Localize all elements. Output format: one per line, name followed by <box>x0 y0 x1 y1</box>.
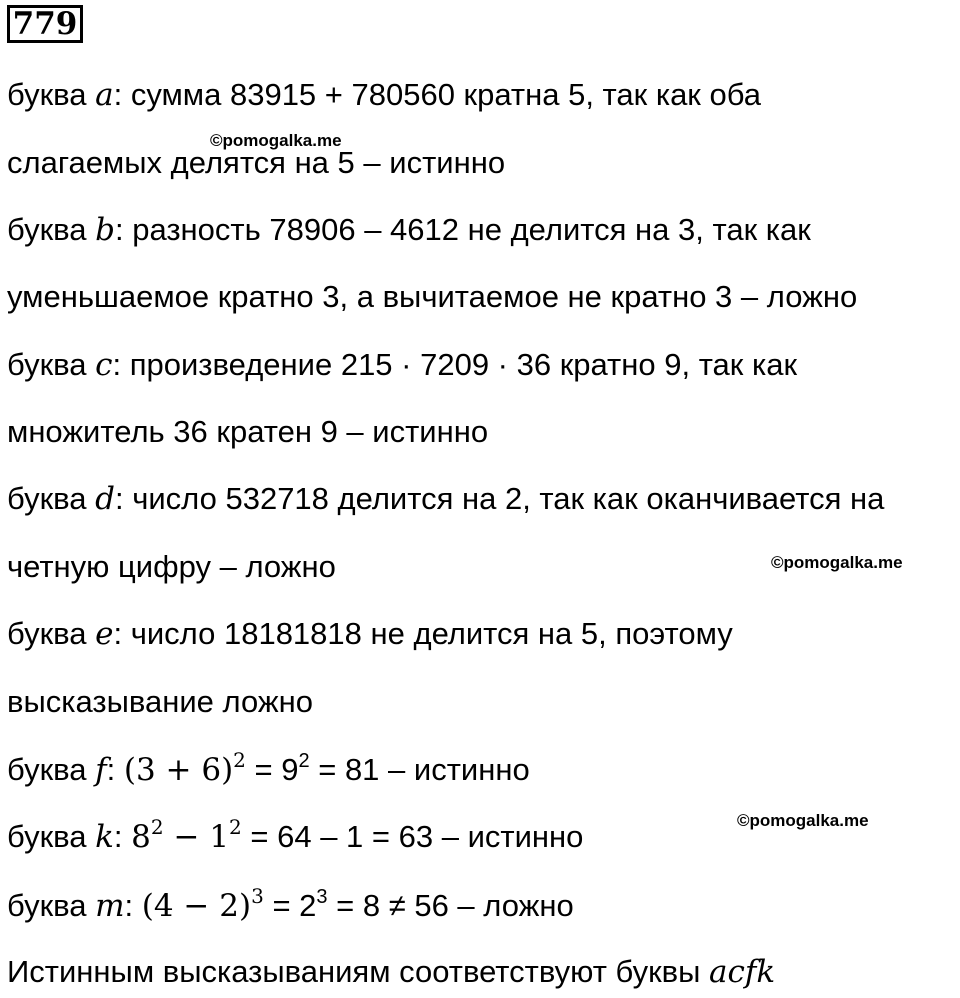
line-k: буква k: $8^2 - 1^2 = 64 - 1 = 63$ – истинно <box>7 814 584 855</box>
var-f: f <box>95 752 107 788</box>
line-f: буква f: $(3 + 6)^2 = 9^2 = 81$ – истинно <box>7 747 530 788</box>
watermark-2: ©pomogalka.me <box>771 553 903 572</box>
watermark-1: ©pomogalka.me <box>210 131 342 150</box>
line-c-1: буква c: произведение 215 · 7209 · 36 кратно 9, так как <box>7 347 798 383</box>
line-b-2: уменьшаемое кратно 3, а вычитаемое не кратно 3 – ложно <box>7 279 858 314</box>
var-b: b <box>95 212 115 248</box>
var-e: e <box>95 616 114 652</box>
var-k: k <box>95 819 114 855</box>
line-a-1: буква a: сумма 83915 + 780560 кратна 5, так как оба <box>7 77 762 113</box>
line-d-1: буква d: число 532718 делится на 2, так как оканчивается на <box>7 481 885 517</box>
line-c-2: множитель 36 кратен 9 – истинно <box>7 414 489 449</box>
line-e-2: высказывание ложно <box>7 684 313 719</box>
var-d: d <box>95 481 115 517</box>
line-d-2: четную цифру – ложно <box>7 549 336 584</box>
var-c: c <box>95 347 113 383</box>
watermark-3: ©pomogalka.me <box>737 811 869 830</box>
line-conclusion: Истинным высказываниям соответствуют буквы acfk <box>7 954 776 990</box>
line-e-1: буква e: число 18181818 не делится на 5, поэтому <box>7 616 733 652</box>
answer-letters: acfk <box>709 954 776 990</box>
line-a-2: слагаемых делятся на 5 – истинно <box>7 145 506 180</box>
line-b-1: буква b: разность 78906 – 4612 не делится на 3, так как <box>7 212 811 248</box>
var-a: a <box>95 77 114 113</box>
problem-number: 779 <box>7 5 83 43</box>
line-m: буква m: $(4 - 2)^3 = 2^3 = 8 \ne 56$ – ложно <box>7 883 574 924</box>
var-m: m <box>95 888 125 924</box>
